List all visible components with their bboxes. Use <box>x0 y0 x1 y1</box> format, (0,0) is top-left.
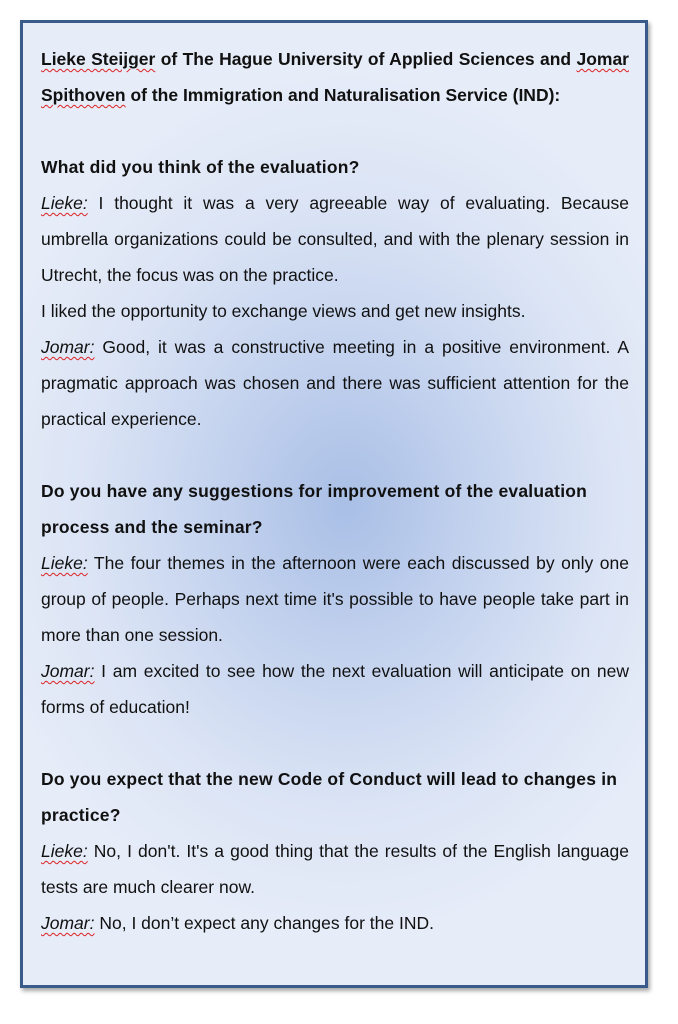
speaker-label: Lieke: <box>41 553 88 573</box>
answer-text: I am excited to see how the next evaluation will anticipate on new forms of education! <box>41 661 629 717</box>
speaker-label: Lieke: <box>41 193 88 213</box>
intro-text-2: of the Immigration and Naturalisation Service (IND): <box>125 85 561 105</box>
question-3: Do you expect that the new Code of Conduct will lead to changes in practice? <box>41 769 618 825</box>
answer-lieke-2 <box>41 545 629 653</box>
speaker-label: Jomar: <box>41 337 95 357</box>
question-2: Do you have any suggestions for improvement of the evaluation process and the seminar? <box>41 481 588 537</box>
spacer <box>41 437 629 473</box>
answer-text: No, I don't. It's a good thing that the results of the English language tests are much clearer now. <box>41 841 629 897</box>
answer-text: The four themes in the afternoon were each discussed by only one group of people. Perhaps next time it's possible to have people take part in more than one session. <box>41 553 629 645</box>
speaker-label: Lieke: <box>41 841 88 861</box>
answer-lieke-1 <box>41 185 629 293</box>
answer-text: No, I don’t expect any changes for the IND. <box>94 913 434 933</box>
interview-box <box>20 20 648 988</box>
intro-paragraph <box>41 41 629 113</box>
answer-text: Good, it was a constructive meeting in a positive environment. A pragmatic approach was chosen and there was sufficient attention for the practical experience. <box>41 337 629 429</box>
answer-jomar-2 <box>41 653 629 725</box>
question-1: What did you think of the evaluation? <box>41 157 360 177</box>
intro-name-lieke: Lieke Steijger <box>41 49 156 69</box>
interview-content <box>41 41 629 941</box>
answer-lieke-3 <box>41 833 629 905</box>
intro-text-1: of The Hague University of Applied Sciences and <box>155 49 577 69</box>
speaker-label: Jomar: <box>41 661 95 681</box>
spacer <box>41 113 629 149</box>
answer-text: I thought it was a very agreeable way of evaluating. Because umbrella organizations could be consulted, and with the plenary session in Utrecht, the focus was on the practice. <box>41 193 629 285</box>
speaker-label: Jomar: <box>41 913 95 933</box>
answer-jomar-3 <box>41 905 629 941</box>
answer-jomar-1 <box>41 329 629 437</box>
intro-name-jomar: Jomar Spithoven <box>41 49 629 105</box>
spacer <box>41 725 629 761</box>
answer-lieke-1-continuation: I liked the opportunity to exchange views and get new insights. <box>41 301 526 321</box>
